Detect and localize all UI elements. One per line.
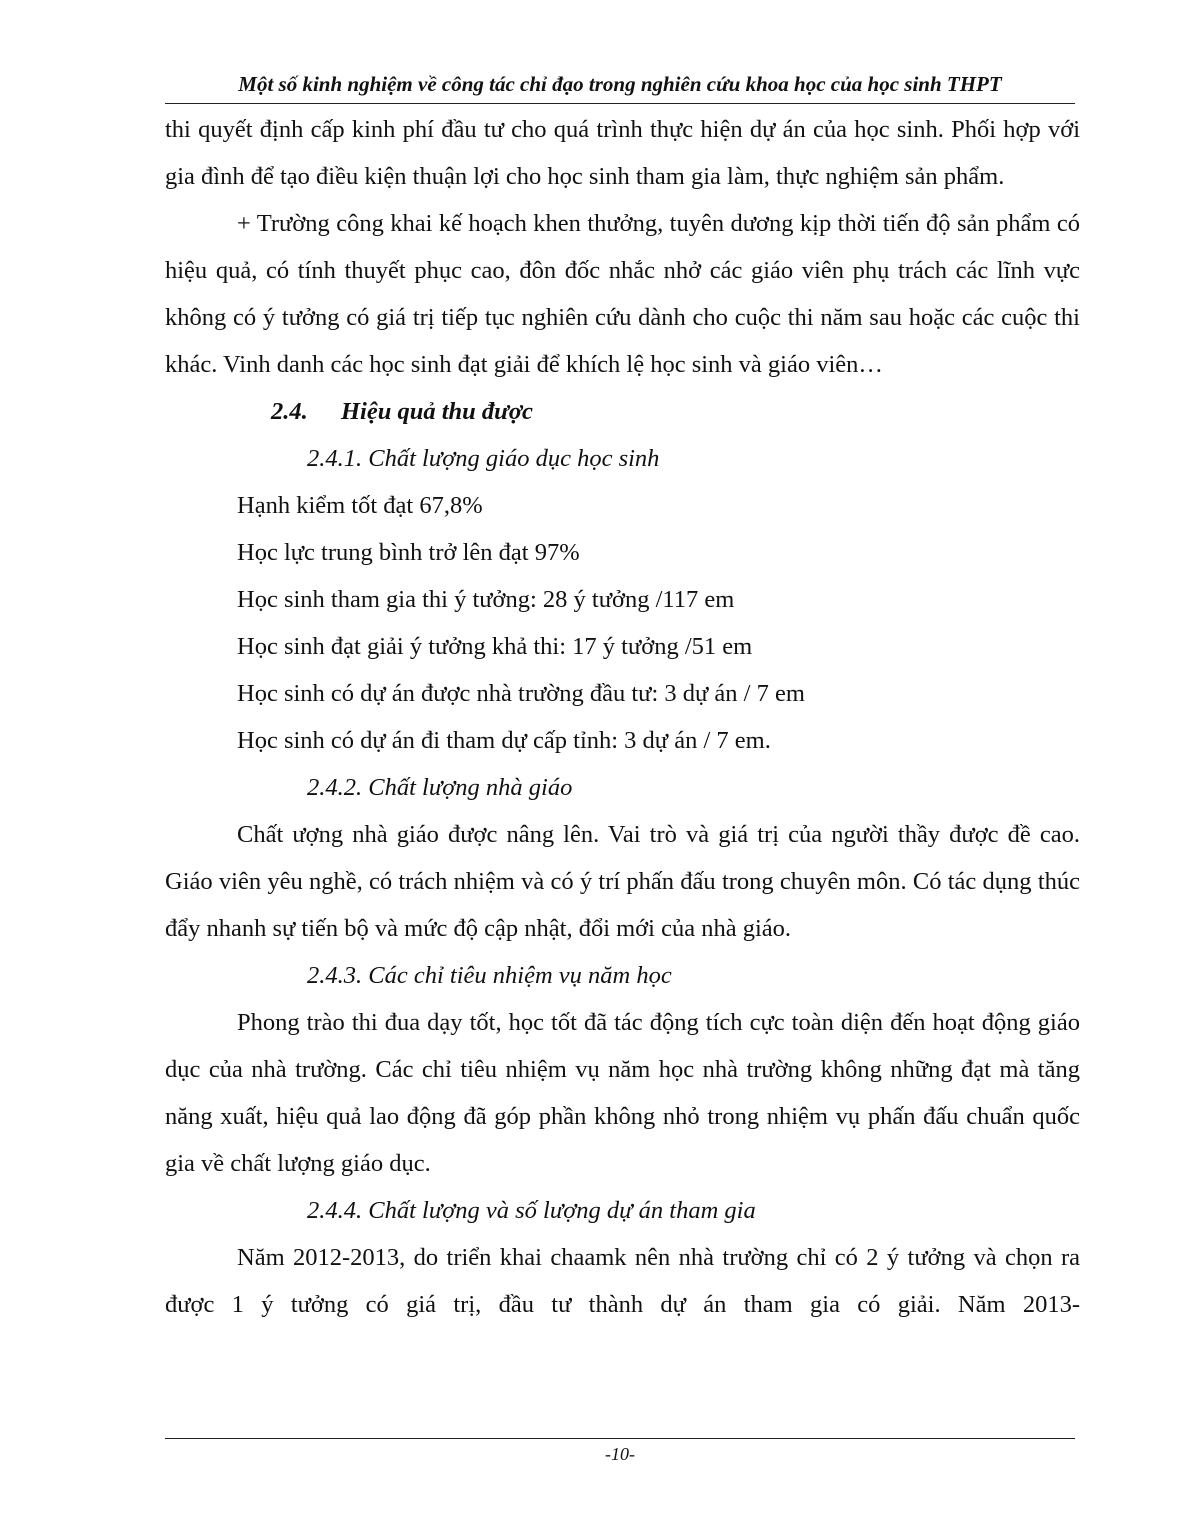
subsection-heading-2-4-1: 2.4.1. Chất lượng giáo dục học sinh [307, 445, 660, 472]
stat-line: Học sinh tham gia thi ý tưởng: 28 ý tưởng /117 em [237, 586, 735, 613]
paragraph-projects: Năm 2012-2013, do triển khai chaamk nên nhà trường chỉ có 2 ý tưởng và chọn ra được 1 ý tưởng có giá trị, đầu tư thành dự án tham gia có giải. Năm 2013- [165, 1244, 1080, 1318]
subsection-heading-2-4-4: 2.4.4. Chất lượng và số lượng dự án tham gia [307, 1197, 756, 1224]
header-rule [165, 103, 1075, 104]
stat-line: Hạnh kiểm tốt đạt 67,8% [237, 492, 483, 519]
paragraph-school-targets: Phong trào thi đua dạy tốt, học tốt đã tác động tích cực toàn diện đến hoạt động giáo dục của nhà trường. Các chỉ tiêu nhiệm vụ năm học nhà trường không những đạt mà tăng năng xuất, hiệu quả lao động đã góp phần không nhỏ trong nhiệm vụ phấn đấu chuẩn quốc gia về chất lượng giáo dục. [165, 1009, 1080, 1177]
section-number: 2.4. [271, 398, 308, 425]
section-title: Hiệu quả thu được [341, 398, 533, 425]
paragraph-teacher-quality: Chất ượng nhà giáo được nâng lên. Vai trò và giá trị của người thầy được đề cao. Giáo viên yêu nghề, có trách nhiệm và có ý trí phấn đấu trong chuyên môn. Có tác dụng thúc đẩy nhanh sự tiến bộ và mức độ cập nhật, đổi mới của nhà giáo. [165, 821, 1080, 942]
page-body [165, 106, 1080, 1328]
section-heading-2-4 [165, 388, 1080, 435]
page-number: -10- [605, 1444, 635, 1464]
stat-line: Học lực trung bình trở lên đạt 97% [237, 539, 580, 566]
subsection-heading-2-4-3: 2.4.3. Các chỉ tiêu nhiệm vụ năm học [307, 962, 672, 989]
subsection-heading-2-4-2: 2.4.2. Chất lượng nhà giáo [307, 774, 573, 801]
stat-line: Học sinh có dự án đi tham dự cấp tỉnh: 3 dự án / 7 em. [237, 727, 771, 754]
stat-line: Học sinh đạt giải ý tưởng khả thi: 17 ý tưởng /51 em [237, 633, 753, 660]
paragraph-rewards: + Trường công khai kế hoạch khen thưởng, tuyên dương kịp thời tiến độ sản phẩm có hiệu quả, có tính thuyết phục cao, đôn đốc nhắc nhở các giáo viên phụ trách các lĩnh vực không có ý tưởng có giá trị tiếp tục nghiên cứu dành cho cuộc thi năm sau hoặc các cuộc thi khác. Vinh danh các học sinh đạt giải để khích lệ học sinh và giáo viên… [165, 210, 1080, 378]
stat-line: Học sinh có dự án được nhà trường đầu tư: 3 dự án / 7 em [237, 680, 805, 707]
footer-rule [165, 1438, 1075, 1439]
page-header: Một số kinh nghiệm về công tác chỉ đạo trong nghiên cứu khoa học của học sinh THPT [238, 72, 1002, 96]
paragraph-funding: thi quyết định cấp kinh phí đầu tư cho quá trình thực hiện dự án của học sinh. Phối hợp với gia đình để tạo điều kiện thuận lợi cho học sinh tham gia làm, thực nghiệm sản phẩm. [165, 116, 1080, 190]
